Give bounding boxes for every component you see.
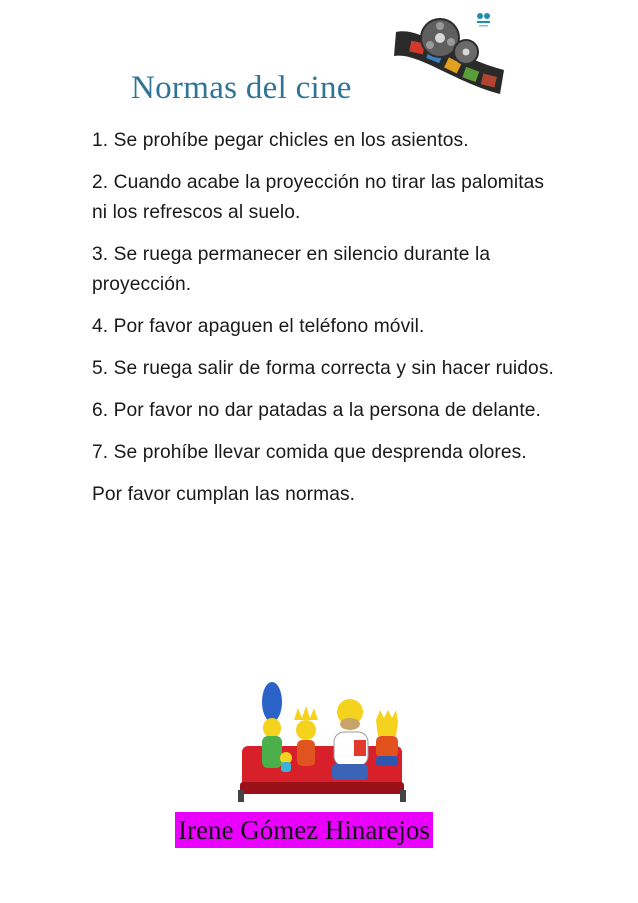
cartoon-family-illustration [236, 680, 408, 802]
rule-item: 5. Se ruega salir de forma correcta y sin hacer ruidos. [92, 358, 554, 379]
rule-item: 4. Por favor apaguen el teléfono móvil. [92, 316, 425, 337]
rules-list [92, 126, 562, 510]
rule-item: 7. Se prohíbe llevar comida que desprenda olores. [92, 442, 527, 463]
rule-item: 1. Se prohíbe pegar chicles en los asientos. [92, 130, 469, 151]
rule-item: 2. Cuando acabe la proyección no tirar las palomitas ni los refrescos al suelo. [92, 172, 545, 223]
rule-item: 6. Por favor no dar patadas a la persona de delante. [92, 400, 541, 421]
closing-line: Por favor cumplan las normas. [92, 484, 356, 505]
author-signature: Irene Gómez Hinarejos [175, 812, 433, 848]
film-reel-icon [390, 8, 508, 100]
page-title: Normas del cine [131, 70, 352, 106]
rule-item: 3. Se ruega permanecer en silencio durante la proyección. [92, 244, 491, 295]
